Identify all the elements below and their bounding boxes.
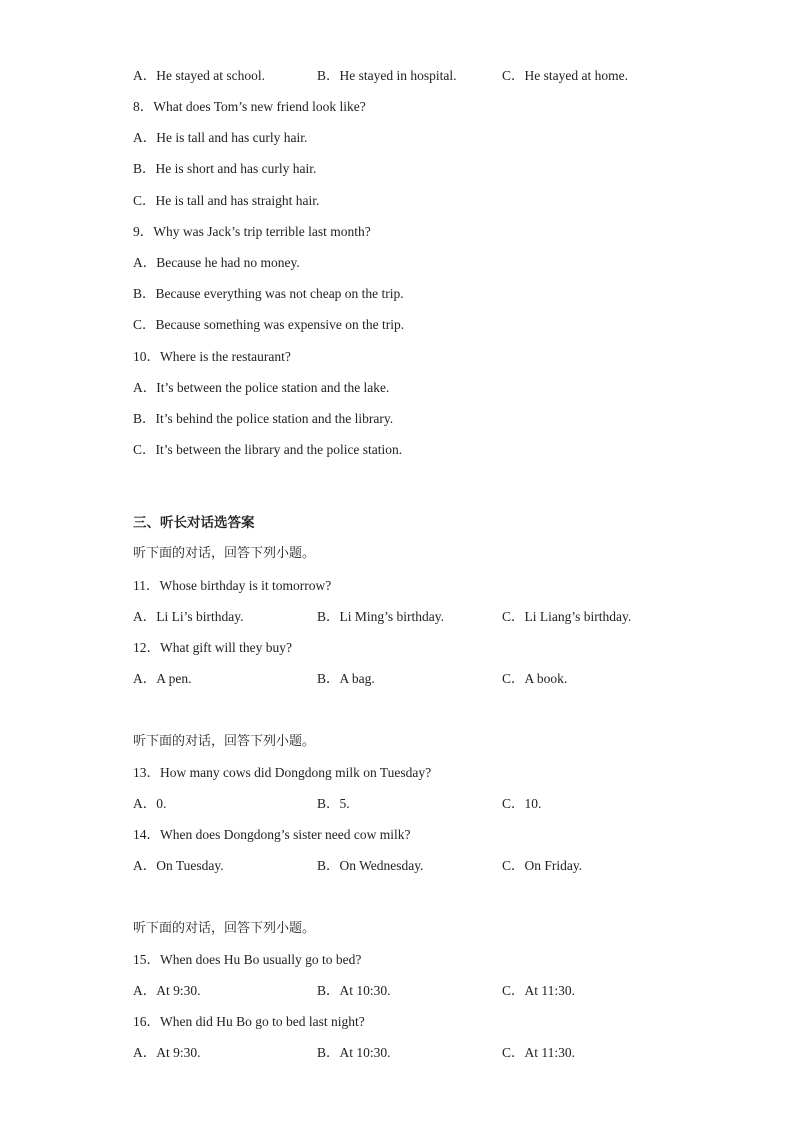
q13-option-b: B．5.: [317, 796, 350, 811]
group2-instruction: 听下面的对话，回答下列小题。: [133, 734, 316, 749]
q11-option-c: C．Li Liang’s birthday.: [502, 609, 632, 624]
q16-option-a: A．At 9:30.: [133, 1045, 201, 1060]
q10-option-b: B．It’s behind the police station and the library.: [133, 411, 394, 426]
q16-option-b: B．At 10:30.: [317, 1045, 391, 1060]
q12-question: 12．What gift will they buy?: [133, 640, 292, 655]
q7-option-b: B．He stayed in hospital.: [317, 68, 457, 83]
q16-question: 16．When did Hu Bo go to bed last night?: [133, 1014, 365, 1029]
q15-option-c: C．At 11:30.: [502, 983, 576, 998]
q16-option-c: C．At 11:30.: [502, 1045, 576, 1060]
q15-option-b: B．At 10:30.: [317, 983, 391, 998]
q7-option-a: A．He stayed at school.: [133, 68, 265, 83]
q8-question: 8．What does Tom’s new friend look like?: [133, 99, 366, 114]
q15-question: 15．When does Hu Bo usually go to bed?: [133, 952, 362, 967]
q14-option-a: A．On Tuesday.: [133, 858, 224, 873]
q9-option-c: C．Because something was expensive on the trip.: [133, 317, 405, 332]
q8-option-a: A．He is tall and has curly hair.: [133, 130, 308, 145]
q14-option-c: C．On Friday.: [502, 858, 583, 873]
section-heading: 三、听长对话选答案: [133, 515, 255, 531]
q11-question: 11．Whose birthday is it tomorrow?: [133, 578, 332, 593]
q9-option-a: A．Because he had no money.: [133, 255, 300, 270]
q10-option-c: C．It’s between the library and the police station.: [133, 442, 403, 457]
q12-option-b: B．A bag.: [317, 671, 375, 686]
q8-option-b: B．He is short and has curly hair.: [133, 161, 317, 176]
q7-option-c: C．He stayed at home.: [502, 68, 628, 83]
section-instruction: 听下面的对话，回答下列小题。: [133, 546, 316, 561]
q8-option-c: C．He is tall and has straight hair.: [133, 193, 320, 208]
q10-option-a: A．It’s between the police station and the lake.: [133, 380, 390, 395]
q15-option-a: A．At 9:30.: [133, 983, 201, 998]
q13-option-a: A．0.: [133, 796, 167, 811]
q12-option-a: A．A pen.: [133, 671, 192, 686]
q9-option-b: B．Because everything was not cheap on the trip.: [133, 286, 404, 301]
q10-question: 10．Where is the restaurant?: [133, 349, 291, 364]
q13-option-c: C．10.: [502, 796, 542, 811]
q13-question: 13．How many cows did Dongdong milk on Tuesday?: [133, 765, 432, 780]
q11-option-a: A．Li Li’s birthday.: [133, 609, 244, 624]
group3-instruction: 听下面的对话，回答下列小题。: [133, 921, 316, 936]
q14-option-b: B．On Wednesday.: [317, 858, 424, 873]
q14-question: 14．When does Dongdong’s sister need cow milk?: [133, 827, 411, 842]
q9-question: 9．Why was Jack’s trip terrible last month?: [133, 224, 371, 239]
q12-option-c: C．A book.: [502, 671, 568, 686]
q11-option-b: B．Li Ming’s birthday.: [317, 609, 444, 624]
